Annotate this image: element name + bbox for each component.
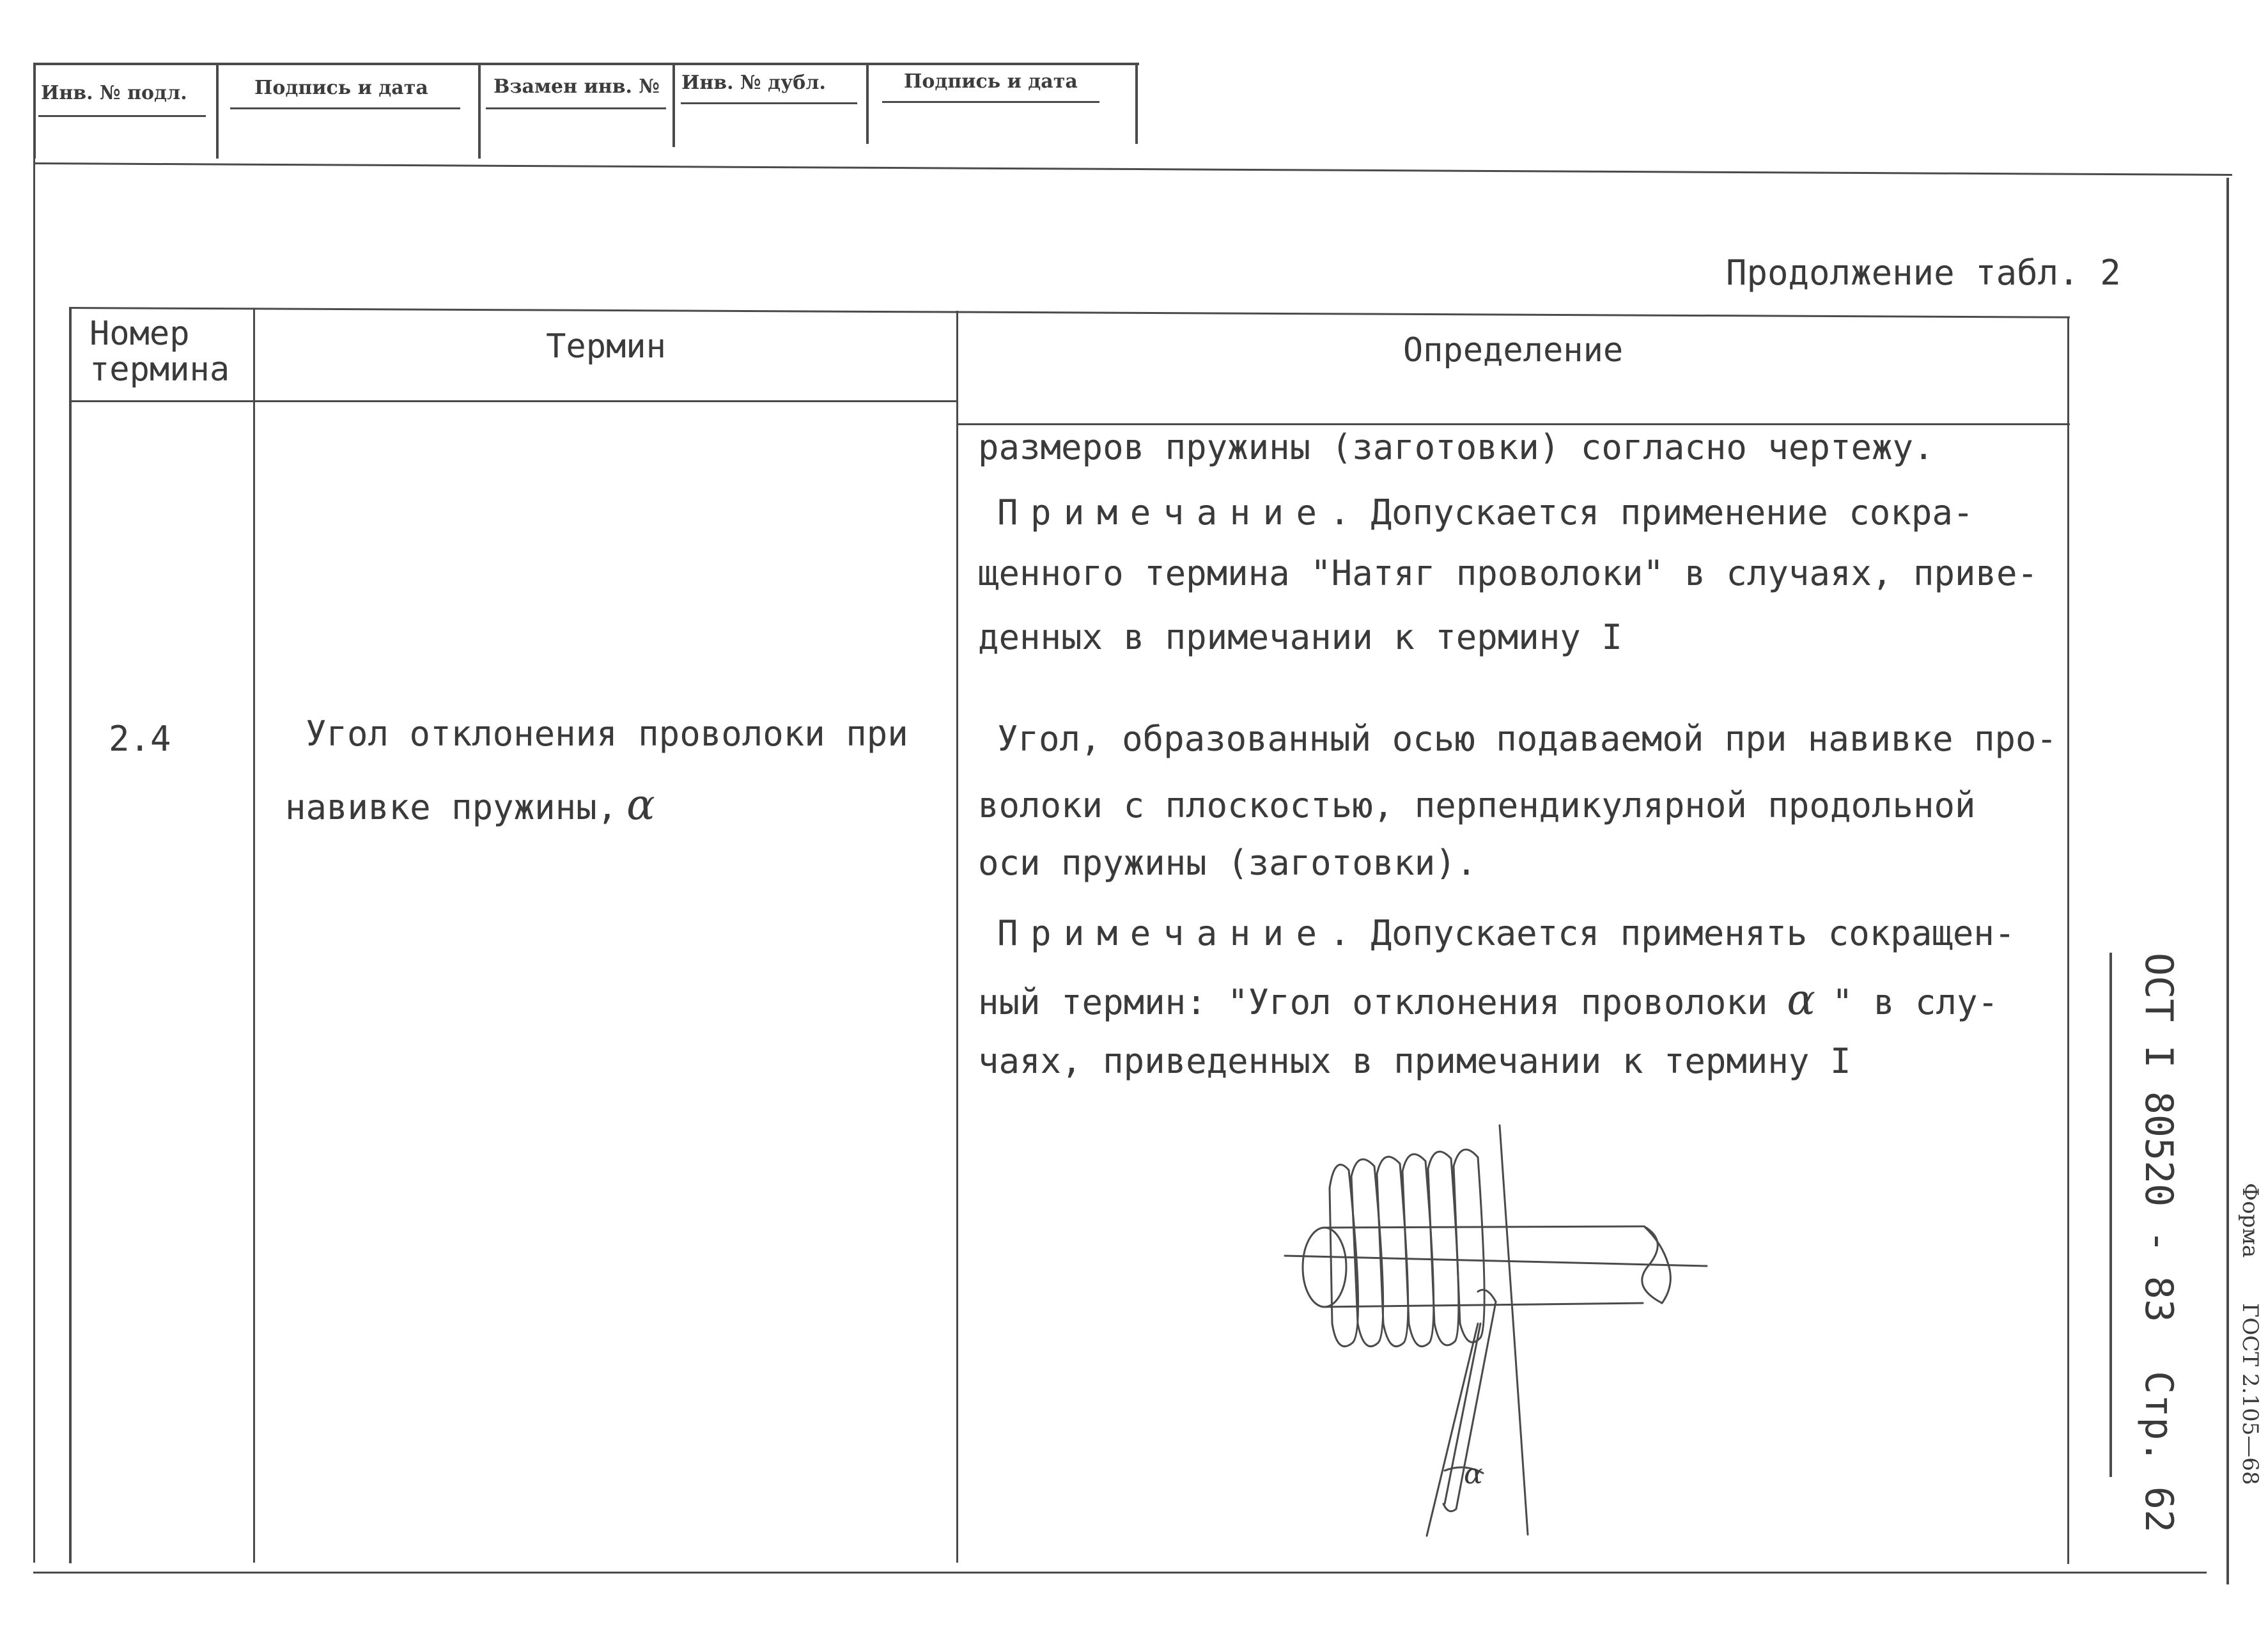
frame-top-line [33, 162, 2232, 176]
definition-line: волоки с плоскостью, перпендикулярной продольной [978, 785, 1976, 825]
alpha-symbol: α [626, 780, 655, 829]
feed-wire-end [1443, 1504, 1456, 1512]
note-text: . Допускается применение сокра- [1329, 492, 1974, 533]
term-number: 2.4 [109, 719, 171, 759]
wire-axis-line [1427, 1324, 1478, 1536]
stamp-divider [478, 64, 481, 159]
header-number-line-1: Номер [89, 315, 190, 353]
header-number [72, 316, 256, 387]
mandrel-axis-line [1285, 1256, 1707, 1266]
table-top-border [69, 307, 2070, 318]
stamp-top-border [33, 63, 1139, 65]
definition-note-line [997, 913, 2015, 953]
stamp-cell-signature-date-2: Подпись и дата [904, 70, 1078, 93]
frame-right-line [2226, 178, 2229, 1584]
stamp-underline [230, 107, 460, 109]
table-caption: Продолжение табл. 2 [1726, 253, 2121, 293]
stamp-cell-duplicate: Инв. № дубл. [681, 72, 826, 94]
table-header-bottom-right [956, 423, 2070, 425]
form-designation [2237, 1183, 2263, 1485]
stamp-cell-replacement: Взамен инв. № [493, 75, 660, 98]
mandrel-left-end [1303, 1228, 1346, 1307]
definition-line: Угол, образованный осью подаваемой при навивке про- [997, 719, 2058, 759]
standard-underline [2109, 953, 2112, 1477]
spring-winding-diagram [1253, 1113, 1726, 1547]
definition-note-line: чаях, приведенных в примечании к термину I [978, 1041, 1851, 1081]
table-divider-2 [956, 311, 958, 1563]
table-right-border [2067, 317, 2069, 1564]
stamp-divider [866, 64, 869, 144]
frame-left-line [33, 159, 35, 1563]
feed-wire-bend [1478, 1290, 1496, 1302]
header-definition: Определение [1402, 331, 1624, 370]
header-term: Термин [546, 327, 666, 366]
stamp-underline [882, 101, 1099, 103]
term-line: Угол отклонения проволоки при [306, 714, 908, 754]
continuation-line: размеров пружины (заготовки) согласно чертежу. [978, 427, 1934, 467]
stamp-divider [216, 64, 219, 159]
form-standard: ГОСТ 2.105—68 [2237, 1303, 2263, 1485]
table-left-border [69, 307, 72, 1563]
standard-designation [2136, 953, 2181, 1533]
stamp-underline [681, 102, 857, 104]
stamp-left-border [33, 63, 36, 159]
note-text: . Допускается применять сокращен- [1329, 913, 2016, 953]
stamp-divider [1135, 64, 1138, 144]
stamp-cell-signature-date: Подпись и дата [254, 77, 428, 99]
alpha-label: α [1464, 1458, 1483, 1490]
alpha-symbol: α [1787, 975, 1815, 1024]
frame-bottom-line [33, 1572, 2207, 1574]
table-header-bottom [69, 400, 956, 402]
definition-note-line [978, 975, 1998, 1024]
table-divider-1 [253, 309, 255, 1563]
continuation-line: денных в примечании к термину I [978, 617, 1622, 657]
note-text: " в слу- [1832, 982, 1999, 1022]
page-number: Стр. 62 [2136, 1371, 2181, 1533]
continuation-line: щенного термина "Натяг проволоки" в случаях, приве- [978, 553, 2039, 593]
note-label: Примечание [997, 913, 1330, 953]
standard-number: ОСТ I 80520 - 83 [2136, 953, 2181, 1322]
note-label: Примечание [997, 492, 1330, 533]
reference-vertical-line [1500, 1125, 1528, 1535]
form-label: Форма [2237, 1183, 2263, 1258]
header-number-line-2: термина [89, 350, 230, 389]
stamp-cell-inv-podl: Инв. № подл. [41, 82, 187, 104]
stamp-underline [486, 107, 666, 109]
definition-line: оси пружины (заготовки). [978, 843, 1477, 883]
term-line-text: навивке пружины, [285, 787, 618, 827]
note-text: ный термин: "Угол отклонения проволоки [978, 982, 1768, 1022]
term-line [285, 780, 655, 829]
stamp-divider [672, 64, 675, 147]
stamp-underline [38, 115, 206, 117]
continuation-note-line [997, 492, 1973, 533]
